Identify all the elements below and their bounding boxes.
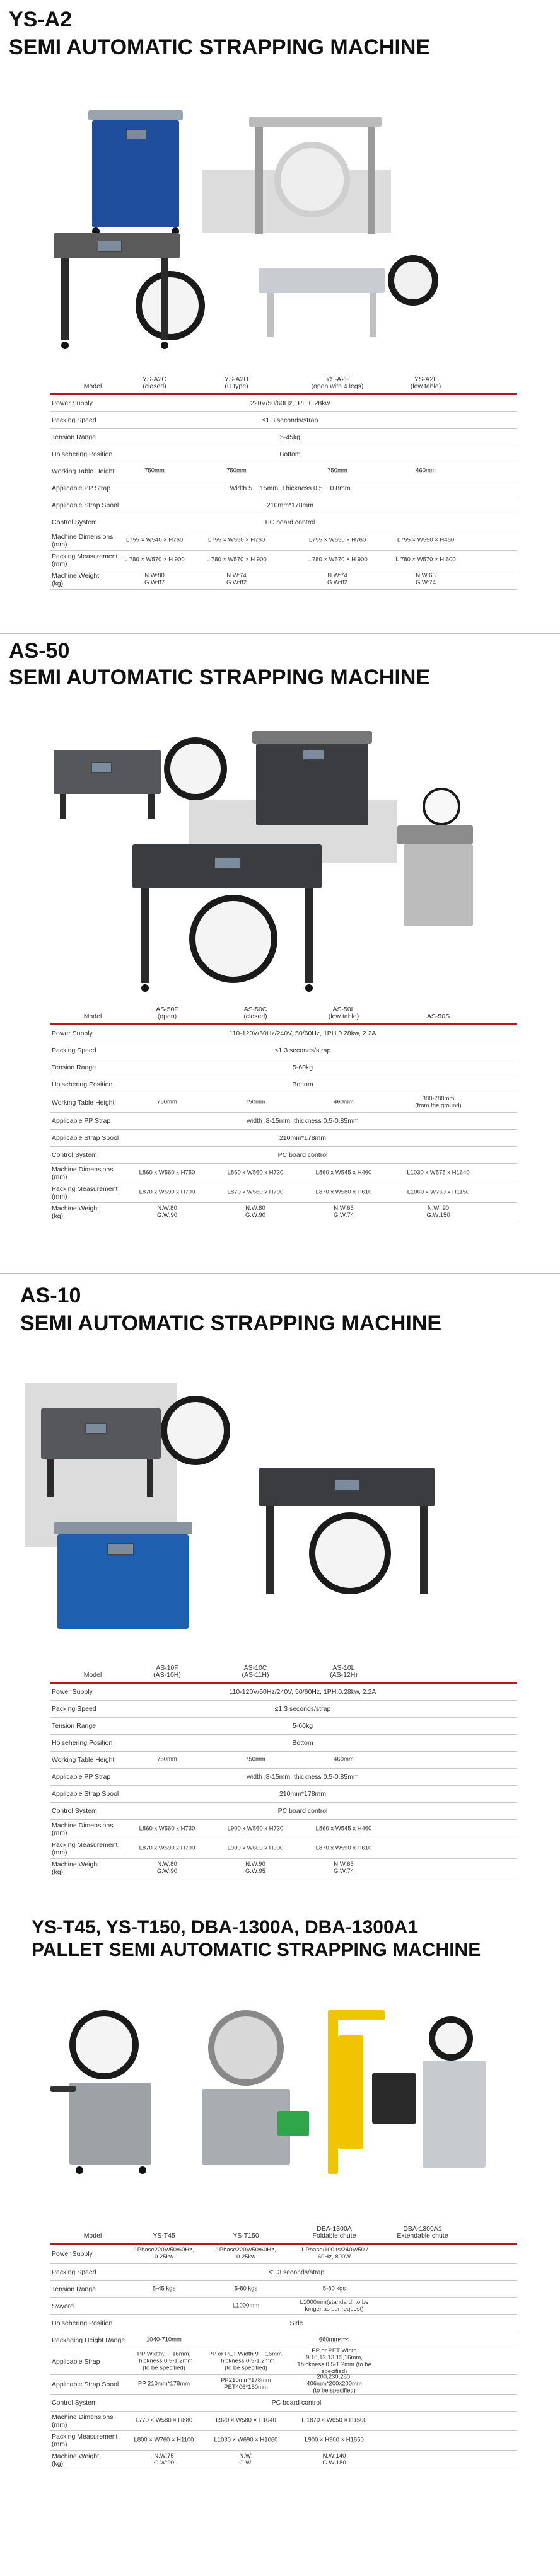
spec-cell: L800 × W760 × H1100 [134, 2436, 194, 2444]
spec-row [50, 1130, 517, 1147]
spec-row [50, 1803, 517, 1820]
header-col-2: YS-A2H (H type) [225, 375, 248, 391]
spec-cell: L860 x W545 x H460 [315, 1825, 372, 1832]
spec-table [50, 2221, 517, 2470]
spec-cell: 5-45 kgs [152, 2285, 176, 2292]
machine-photo-dba-1300a [315, 1998, 505, 2193]
spec-row-label: Packing Measurement (mm) [52, 2432, 118, 2448]
spec-cell: PP 210mm*178mm [137, 2380, 190, 2388]
spec-cell: 200,230,280; 406mm*200x200mm (to be specified) [306, 2373, 362, 2395]
spec-cell: N.W:80 G.W:90 [245, 1205, 266, 1219]
header-col-1: AS-10F (AS-10H) [153, 1664, 181, 1679]
spec-row-label: Machine Weight (kg) [52, 572, 100, 587]
spec-row-label: Machine Weight (kg) [52, 1204, 100, 1220]
spec-cell: 460mm [334, 1756, 354, 1763]
spec-cell: 110-120V/60Hz/240V, 50/60Hz, 1PH,0.28kw, 2.2A [229, 1688, 376, 1696]
spec-row-label: Power Supply [52, 1029, 93, 1037]
spec-row-label: Applicable Strap Spool [52, 1790, 119, 1798]
spec-cell: N.W:140 G.W:180 [322, 2452, 346, 2466]
spec-row [50, 2332, 517, 2349]
spec-cell: L1000mm [232, 2302, 260, 2309]
spec-cell: L770 × W580 × H880 [135, 2417, 193, 2424]
spec-cell: ≤1.3 seconds/strap [274, 1705, 331, 1713]
machine-photo-low-table [132, 844, 328, 996]
spec-row [50, 1684, 517, 1701]
spec-cell: width :8-15mm, thickness 0.5-0.85mm [247, 1117, 359, 1125]
section-title-machine: SEMI AUTOMATIC STRAPPING MACHINE [9, 35, 431, 59]
spec-cell: L 780 × W570 × H 900 [206, 556, 267, 563]
spec-cell: 1Phase220V/50/60Hz, 0.25kw [216, 2246, 276, 2260]
section-title-machine: PALLET SEMI AUTOMATIC STRAPPING MACHINE [32, 1940, 481, 1960]
spec-cell: L755 × W550 × H760 [207, 536, 265, 544]
spec-row [50, 1042, 517, 1059]
section-ys-a2 [0, 0, 560, 636]
spec-row [50, 2431, 517, 2451]
spec-cell: N.W:75 G.W:90 [153, 2452, 175, 2466]
spec-row-label: Applicable Strap Spool [52, 1134, 119, 1142]
spec-cell: L1000mm(standard, to be longer as per request) [300, 2299, 369, 2313]
spec-row-label: Packing Speed [52, 416, 96, 424]
header-col-3: AS-50L (low table) [328, 1005, 359, 1021]
header-col-3: DBA-1300A Foldable chute [312, 2224, 356, 2240]
spec-cell: 750mm [157, 1756, 177, 1763]
spec-row [50, 1164, 517, 1183]
spec-table [50, 1002, 517, 1222]
spec-row [50, 1076, 517, 1093]
spec-cell: L860 x W560 x H750 [139, 1169, 195, 1176]
spec-cell: L755 × W550 × H460 [397, 536, 455, 544]
spec-cell: PP210mm*178mm PET406*150mm [221, 2377, 271, 2391]
spec-cell: N.W: 90 G.W:150 [426, 1205, 450, 1219]
spec-row [50, 1113, 517, 1130]
section-as-10 [0, 1276, 560, 1912]
spec-row [50, 1752, 517, 1769]
spec-row-label: Packing Measurement (mm) [52, 1185, 118, 1200]
section-title-machine: SEMI AUTOMATIC STRAPPING MACHINE [9, 665, 431, 689]
spec-row [50, 531, 517, 551]
header-col-2: YS-T150 [233, 2232, 259, 2240]
spec-row [50, 2245, 517, 2264]
spec-row-label: Power Supply [52, 1688, 93, 1696]
spec-cell: L900 × H900 × H1650 [305, 2436, 364, 2444]
spec-cell: 1040-710mm [146, 2336, 182, 2343]
spec-cell: L1030 × W690 × H1060 [214, 2436, 278, 2444]
spec-cell: 5-60kg [292, 1722, 313, 1730]
spec-cell: L 1870 × W650 × H1500 [301, 2417, 367, 2424]
spec-cell: N.W:65 G.W:74 [333, 1205, 354, 1219]
header-col-2: AS-50C (closed) [243, 1005, 267, 1021]
spec-cell: 460mm [334, 1098, 354, 1106]
spec-cell: L1030 x W575 x H1640 [407, 1169, 470, 1176]
spec-cell: Bottom [279, 450, 301, 458]
section-title-model: YS-T45, YS-T150, DBA-1300A, DBA-1300A1 [32, 1917, 419, 1938]
spec-row [50, 1820, 517, 1839]
spec-row-label: Hoisehering Position [52, 2319, 113, 2327]
machine-photo-ys-t45 [50, 2010, 177, 2187]
spec-row [50, 1093, 517, 1113]
spec-table-header [50, 1660, 517, 1684]
spec-row-label: Packing Speed [52, 1046, 96, 1054]
spec-cell: L860 x W560 x H730 [139, 1825, 195, 1832]
spec-cell: L870 x W580 x H610 [315, 1188, 372, 1196]
spec-row [50, 2281, 517, 2298]
spec-row [50, 1025, 517, 1042]
section-divider [0, 633, 560, 634]
spec-row [50, 1147, 517, 1164]
machine-photo-ys-t150 [183, 2010, 309, 2187]
spec-cell: N.W:80 G.W:90 [156, 1861, 178, 1875]
spec-row [50, 412, 517, 429]
spec-cell: 460mm [416, 467, 436, 474]
spec-row-label: Packaging Height Range [52, 2336, 125, 2344]
spec-cell: 5-80 kgs [322, 2285, 346, 2292]
spec-row-label: Power Supply [52, 399, 93, 407]
spec-row-label: Control System [52, 518, 97, 526]
spec-cell: 750mm [157, 1098, 177, 1106]
machine-photo-open-four-legs [54, 233, 218, 353]
spec-cell: PP Width9 ~ 16mm, Thickness 0.5-1.2mm (to be specified) [135, 2350, 193, 2372]
machine-photo-closed [252, 731, 372, 838]
spec-row-label: Tension Range [52, 1722, 96, 1730]
spec-cell: 750mm [245, 1756, 265, 1763]
spec-cell: N.W:65 G.W:74 [333, 1861, 354, 1875]
spec-cell: L870 x W590 x H790 [139, 1188, 195, 1196]
spec-cell: Bottom [292, 1080, 313, 1088]
spec-cell: N.W:74 G.W:82 [226, 572, 247, 586]
spec-cell: N.W:80 G.W:90 [156, 1205, 178, 1219]
spec-cell: 380-780mm (from the ground) [415, 1095, 462, 1109]
spec-cell: N.W:90 G.W:95 [245, 1861, 266, 1875]
spec-row [50, 1786, 517, 1803]
spec-cell: L870 x W590 x H610 [315, 1844, 372, 1852]
machine-photo-closed [54, 1522, 192, 1642]
spec-row-label: Working Table Height [52, 1756, 115, 1764]
spec-cell: L1060 x W760 x H1150 [407, 1188, 470, 1196]
spec-cell: L 780 × W570 × H 900 [307, 556, 368, 563]
spec-cell: L755 × W540 × H760 [125, 536, 184, 544]
spec-cell: L 780 × W570 × H 900 [124, 556, 185, 563]
spec-cell: 210mm*178mm [279, 1134, 327, 1142]
spec-row [50, 463, 517, 480]
machine-photo-stand [385, 788, 492, 952]
machine-photo-low-table [259, 1468, 441, 1607]
spec-row [50, 570, 517, 590]
spec-row [50, 1183, 517, 1203]
spec-cell: L900 x W600 x H900 [227, 1844, 284, 1852]
spec-row-label: Control System [52, 1151, 97, 1159]
spec-cell: 110-120V/60Hz/240V, 50/60Hz, 1PH,0.28kw, 2.2A [229, 1029, 376, 1037]
spec-cell: PP or PET Width 9,10,12,13,15,16mm, Thickness 0.5-1.2mm (to be specified) [297, 2347, 371, 2375]
spec-row-label: Packing Measurement (mm) [52, 1841, 118, 1856]
header-col-4: AS-50S [426, 1013, 450, 1021]
spec-row-label: Applicable Strap Spool [52, 501, 119, 509]
header-model: Model [83, 382, 102, 391]
spec-cell: N.W:65 G.W:74 [415, 572, 436, 586]
spec-cell: N.W:80 G.W:87 [144, 572, 165, 586]
header-col-1: YS-T45 [153, 2232, 175, 2240]
spec-row [50, 429, 517, 446]
spec-cell: Width 5 ~ 15mm, Thickness 0.5 ~ 0.8mm [230, 484, 351, 492]
spec-row [50, 2451, 517, 2470]
spec-row-label: Applicable Strap [52, 2357, 100, 2366]
spec-table-header [50, 372, 517, 395]
spec-row [50, 2412, 517, 2431]
spec-cell: PC board control [271, 2398, 322, 2406]
spec-cell: L900 x W560 x H730 [227, 1825, 284, 1832]
machine-photo-low-table [259, 243, 435, 350]
spec-cell: PC board control [277, 1807, 328, 1815]
spec-cell: PC board control [265, 518, 315, 526]
spec-cell: L870 x W560 x H790 [227, 1188, 284, 1196]
spec-row-label: Machine Dimensions (mm) [52, 2413, 114, 2429]
spec-cell: L755 × W550 × H760 [308, 536, 366, 544]
spec-row [50, 1059, 517, 1076]
spec-row [50, 2298, 517, 2315]
spec-cell: 750mm [245, 1098, 265, 1106]
spec-row-label: Tension Range [52, 1063, 96, 1071]
spec-cell: Bottom [292, 1739, 313, 1747]
spec-row [50, 1203, 517, 1222]
spec-cell: 1Phase220V/50/60Hz, 0.25kw [134, 2246, 194, 2260]
spec-row-label: Applicable PP Strap [52, 484, 111, 492]
section-title-machine: SEMI AUTOMATIC STRAPPING MACHINE [20, 1311, 442, 1335]
header-col-1: YS-A2C (closed) [143, 375, 166, 391]
spec-row-label: Tension Range [52, 2285, 96, 2293]
spec-row-label: Hoisehering Position [52, 450, 113, 458]
header-model: Model [83, 2232, 102, 2240]
spec-row-label: Control System [52, 1807, 97, 1815]
spec-row-label: Control System [52, 2398, 97, 2406]
spec-cell: L 780 × W570 × H 600 [395, 556, 456, 563]
machine-photo-closed [88, 110, 183, 236]
header-col-3: AS-10L (AS-12H) [330, 1664, 358, 1679]
spec-cell: PC board control [277, 1151, 328, 1159]
section-pallet [0, 1916, 560, 2576]
spec-cell: 750mm [226, 467, 247, 474]
header-col-1: AS-50F (open) [156, 1005, 178, 1021]
spec-cell: L860 x W545 x H460 [315, 1169, 372, 1176]
spec-row-label: Machine Dimensions (mm) [52, 532, 114, 548]
spec-row-label: Working Table Height [52, 467, 115, 475]
spec-row-label: Hoisehering Position [52, 1080, 113, 1088]
spec-row [50, 446, 517, 463]
spec-cell: N.W:74 G.W:82 [327, 572, 348, 586]
spec-row [50, 395, 517, 412]
spec-row-label: Machine Weight (kg) [52, 2452, 100, 2468]
spec-row-label: Applicable PP Strap [52, 1117, 111, 1125]
spec-row-label: Tension Range [52, 433, 96, 441]
spec-cell: 5-45kg [279, 433, 301, 441]
spec-row-label: Applicable Strap Spool [52, 2380, 119, 2388]
header-col-4: YS-A2L (low table) [410, 375, 441, 391]
spec-row [50, 480, 517, 497]
spec-cell: N.W: G.W: [239, 2452, 253, 2466]
spec-cell: ≤1.3 seconds/strap [274, 1046, 331, 1054]
header-model: Model [83, 1013, 102, 1021]
header-col-2: AS-10C (AS-11H) [242, 1664, 269, 1679]
spec-cell: 210mm*178mm [279, 1790, 327, 1798]
spec-table [50, 372, 517, 590]
section-title-model: AS-50 [9, 639, 70, 663]
header-model: Model [83, 1671, 102, 1679]
spec-row [50, 2375, 517, 2395]
spec-row-label: Swyord [52, 2302, 74, 2310]
machine-photo-h-type [249, 117, 382, 243]
spec-cell: 5-80 kgs [234, 2285, 258, 2292]
spec-cell: Side [289, 2319, 303, 2327]
spec-row-label: Power Supply [52, 2250, 93, 2258]
spec-row [50, 2349, 517, 2375]
machine-photo-open [54, 737, 230, 838]
spec-row-label: Packing Speed [52, 2268, 96, 2276]
spec-cell: 5-60kg [292, 1063, 313, 1071]
spec-cell: ≤1.3 seconds/strap [268, 2268, 325, 2276]
spec-row [50, 1701, 517, 1718]
spec-cell: PP or PET Width 9 ~ 16mm, Thickness 0.5-1.2mm (to be specified) [208, 2350, 284, 2372]
spec-cell: 220V/50/60Hz,1PH,0.28kw [250, 399, 330, 407]
machine-photo-open [41, 1396, 230, 1515]
spec-cell: ≤1.3 seconds/strap [262, 416, 318, 424]
spec-row-label: Machine Dimensions (mm) [52, 1821, 114, 1837]
spec-cell: 210mm*178mm [266, 501, 314, 509]
spec-row-label: Packing Speed [52, 1705, 96, 1713]
section-title-model: YS-A2 [9, 8, 73, 32]
spec-cell: 660mm<=< [318, 2336, 350, 2343]
spec-row-label: Working Table Height [52, 1098, 115, 1107]
spec-cell: width :8-15mm, thickness 0.5-0.85mm [247, 1773, 359, 1781]
spec-row-label: Machine Dimensions (mm) [52, 1165, 114, 1181]
spec-cell: L920 × W580 × H1040 [216, 2417, 276, 2424]
spec-row-label: Packing Measurement (mm) [52, 552, 118, 568]
spec-cell: 1 Phase/100 ts/240V/50 / 60Hz, 800W [300, 2246, 368, 2260]
spec-cell: 750mm [327, 467, 347, 474]
spec-row [50, 497, 517, 514]
section-divider [0, 1273, 560, 1274]
header-col-3: YS-A2F (open with 4 legs) [311, 375, 364, 391]
spec-row [50, 2315, 517, 2332]
spec-row [50, 2395, 517, 2412]
spec-table-header [50, 1002, 517, 1025]
spec-row [50, 2264, 517, 2281]
spec-row [50, 1769, 517, 1786]
spec-table-header [50, 2221, 517, 2245]
spec-row [50, 1859, 517, 1878]
spec-row-label: Applicable PP Strap [52, 1773, 111, 1781]
header-col-4: DBA-1300A1 Extendable chute [397, 2224, 448, 2240]
spec-row-label: Machine Weight (kg) [52, 1860, 100, 1876]
spec-row [50, 1735, 517, 1752]
section-title-model: AS-10 [20, 1284, 81, 1308]
spec-row [50, 1839, 517, 1859]
spec-cell: L870 x W590 x H790 [139, 1844, 195, 1852]
spec-table [50, 1660, 517, 1878]
spec-row [50, 1718, 517, 1735]
spec-cell: L860 x W560 x H730 [227, 1169, 284, 1176]
spec-row [50, 551, 517, 570]
section-as-50 [0, 636, 560, 1273]
spec-row [50, 514, 517, 531]
spec-row-label: Hoisehering Position [52, 1739, 113, 1747]
spec-cell: 750mm [144, 467, 165, 474]
